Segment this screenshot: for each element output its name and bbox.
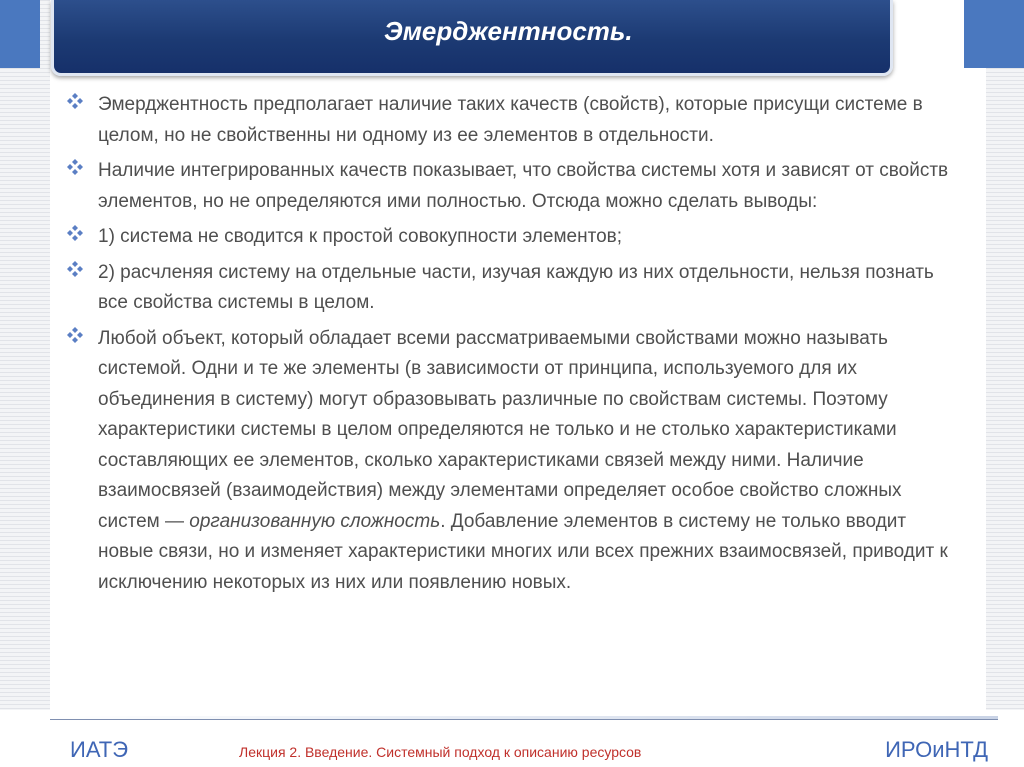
bullet-item	[66, 258, 956, 319]
diamond-bullet-icon	[66, 92, 84, 110]
footer-lecture-caption: Лекция 2. Введение. Системный подход к описанию ресурсов	[239, 744, 642, 760]
footer-department-label: ИРОиНТД	[885, 737, 988, 762]
slide-body	[66, 90, 956, 603]
bullet-text	[98, 324, 956, 599]
bullet-text-after: . Добавление элементов в систему не только вводит новые связи, но и изменяет характеристики многих или всех прежних взаимосвязей, приводит к исключению некоторых из них или появлению новых.	[98, 510, 948, 593]
diamond-bullet-icon	[66, 224, 84, 242]
bullet-text-before: Любой объект, который обладает всеми рассматриваемыми свойствами можно называть системой. Одни и те же элементы (в зависимости от принципа, используемого для их объединения в систему) могут образовывать различные по свойствам системы. Поэтому характеристики системы в целом определяются не только и не столько характеристиками составляющих ее элементов, сколько характеристиками связей между ними. Наличие взаимосвязей (взаимодействия) между элементами определяет особое свойство сложных систем —	[98, 327, 902, 532]
left-decorative-stripes	[0, 0, 50, 710]
left-blue-band	[0, 0, 40, 68]
bullet-text-italic: организованную сложность	[189, 510, 441, 532]
slide-title-banner	[51, 0, 893, 76]
footer-divider	[50, 719, 998, 720]
bullet-item	[66, 156, 956, 217]
bullet-text: 1) система не сводится к простой совокупности элементов;	[98, 226, 623, 247]
bullet-text: Наличие интегрированных качеств показывает, что свойства системы хотя и зависят от свойств элементов, но не определяются ими полностью. Отсюда можно сделать выводы:	[98, 160, 949, 212]
diamond-bullet-icon	[66, 326, 84, 344]
bullet-item	[66, 90, 956, 151]
right-blue-band	[964, 0, 1024, 68]
footer-institute-label: ИАТЭ	[70, 737, 129, 762]
bullet-item	[66, 324, 956, 599]
bullet-text: Эмерджентность предполагает наличие таких качеств (свойств), которые присущи системе в целом, но не свойственны ни одному из ее элементов в отдельности.	[98, 94, 923, 146]
bullet-item	[66, 222, 956, 253]
right-decorative-stripes	[986, 0, 1024, 710]
bullet-text: 2) расчленяя систему на отдельные части, изучая каждую из них отдельности, нельзя познать все свойства системы в целом.	[98, 261, 934, 313]
slide-title: Эмерджентность.	[384, 16, 633, 46]
diamond-bullet-icon	[66, 260, 84, 278]
diamond-bullet-icon	[66, 158, 84, 176]
